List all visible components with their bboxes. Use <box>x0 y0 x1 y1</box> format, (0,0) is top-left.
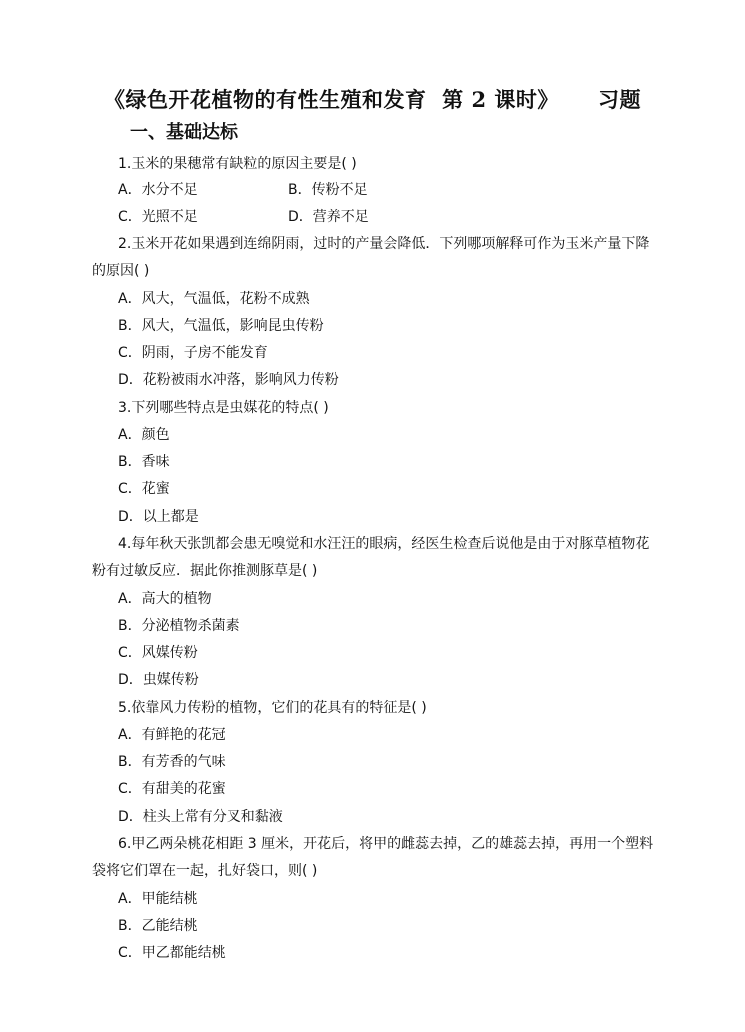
document-title: 《绿色开花植物的有性生殖和发育 第 2 课时》 习题 <box>104 87 641 112</box>
option: C．风媒传粉 <box>118 645 198 661</box>
option: C．甲乙都能结桃 <box>118 945 226 961</box>
question-stem-continued: 袋将它们罩在一起，扎好袋口，则( ) <box>92 863 318 879</box>
option: A．有鲜艳的花冠 <box>118 727 226 743</box>
option: D．营养不足 <box>288 209 369 225</box>
question-stem: 3.下列哪些特点是虫媒花的特点( ) <box>118 400 329 416</box>
option: B．有芳香的气味 <box>118 754 226 770</box>
option: C．阴雨，子房不能发育 <box>118 345 268 361</box>
option: B．分泌植物杀菌素 <box>118 618 240 634</box>
question-stem-continued: 粉有过敏反应．据此你推测豚草是( ) <box>92 563 318 579</box>
question-stem: 2.玉米开花如果遇到连绵阴雨，过时的产量会降低．下列哪项解释可作为玉米产量下降 <box>118 236 650 252</box>
question-stem: 6.甲乙两朵桃花相距 3 厘米，开花后，将甲的雌蕊去掉，乙的雄蕊去掉，再用一个塑料 <box>118 836 654 852</box>
question-stem: 1.玉米的果穗常有缺粒的原因主要是( ) <box>118 156 357 172</box>
question-stem: 4.每年秋天张凯都会患无嗅觉和水汪汪的眼病，经医生检查后说他是由于对豚草植物花 <box>118 536 650 552</box>
option: B．传粉不足 <box>288 182 368 198</box>
option: B．香味 <box>118 454 170 470</box>
question-stem-continued: 的原因( ) <box>92 263 150 279</box>
option: A．颜色 <box>118 427 170 443</box>
question-stem: 5.依靠风力传粉的植物，它们的花具有的特征是( ) <box>118 700 427 716</box>
option: B．乙能结桃 <box>118 918 198 934</box>
option: C．有甜美的花蜜 <box>118 781 226 797</box>
option: C．光照不足 <box>118 209 198 225</box>
option: A．水分不足 <box>118 182 198 198</box>
option: A．风大，气温低，花粉不成熟 <box>118 291 310 307</box>
section-heading: 一、基础达标 <box>130 122 238 143</box>
option: A．甲能结桃 <box>118 891 198 907</box>
option: D．虫媒传粉 <box>118 672 199 688</box>
option: B．风大，气温低，影响昆虫传粉 <box>118 318 324 334</box>
option: C．花蜜 <box>118 481 170 497</box>
option: D．柱头上常有分叉和黏液 <box>118 809 283 825</box>
option: D．花粉被雨水冲落，影响风力传粉 <box>118 372 339 388</box>
option: D．以上都是 <box>118 509 199 525</box>
option: A．高大的植物 <box>118 591 212 607</box>
